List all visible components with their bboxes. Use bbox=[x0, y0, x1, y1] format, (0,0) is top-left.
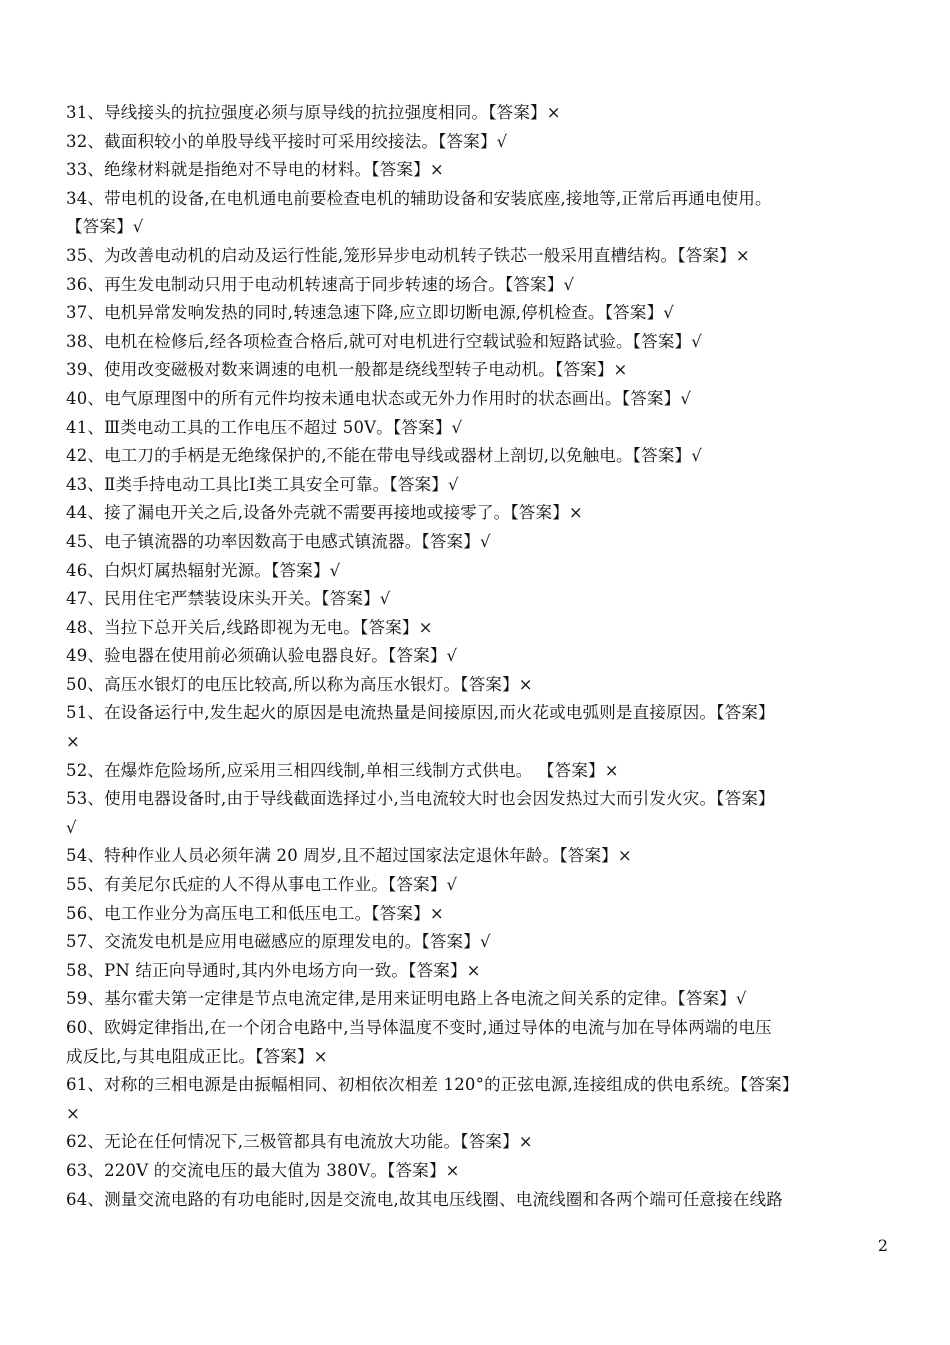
text-line: 52、在爆炸危险场所,应采用三相四线制,单相三线制方式供电。 【答案】× bbox=[66, 760, 619, 780]
text-line: 59、基尔霍夫第一定律是节点电流定律,是用来证明电路上各电流之间关系的定律。【答案】√ bbox=[66, 989, 747, 1009]
text-line: 40、电气原理图中的所有元件均按未通电状态或无外力作用时的状态画出。【答案】√ bbox=[66, 388, 692, 408]
text-line: × bbox=[66, 732, 81, 752]
text-line: 34、带电机的设备,在电机通电前要检查电机的辅助设备和安装底座,接地等,正常后再通电使用。 bbox=[66, 188, 772, 208]
text-line: 49、验电器在使用前必须确认验电器良好。【答案】√ bbox=[66, 646, 458, 666]
text-line: 38、电机在检修后,经各项检查合格后,就可对电机进行空载试验和短路试验。【答案】√ bbox=[66, 331, 702, 351]
text-line: 64、测量交流电路的有功电能时,因是交流电,故其电压线圈、电流线圈和各两个端可任意接在线路 bbox=[66, 1189, 783, 1209]
text-line: 45、电子镇流器的功率因数高于电感式镇流器。【答案】√ bbox=[66, 531, 491, 551]
document-body bbox=[66, 99, 890, 1214]
text-line: 31、导线接头的抗拉强度必须与原导线的抗拉强度相同。【答案】× bbox=[66, 103, 561, 122]
text-line: 50、高压水银灯的电压比较高,所以称为高压水银灯。【答案】× bbox=[66, 674, 533, 694]
text-line: 41、Ⅲ类电动工具的工作电压不超过 50V。【答案】√ bbox=[66, 417, 463, 437]
page-number: 2 bbox=[877, 1236, 888, 1255]
text-line: × bbox=[66, 1103, 81, 1123]
text-line: 39、使用改变磁极对数来调速的电机一般都是绕线型转子电动机。【答案】× bbox=[66, 360, 628, 380]
text-line: 37、电机异常发响发热的同时,转速急速下降,应立即切断电源,停机检查。【答案】√ bbox=[66, 303, 674, 323]
text-line: 55、有美尼尔氏症的人不得从事电工作业。【答案】√ bbox=[66, 875, 458, 895]
text-line: 58、PN 结正向导通时,其内外电场方向一致。【答案】× bbox=[66, 960, 481, 980]
text-line: 44、接了漏电开关之后,设备外壳就不需要再接地或接零了。【答案】× bbox=[66, 503, 583, 523]
text-line: 63、220V 的交流电压的最大值为 380V。【答案】× bbox=[66, 1160, 460, 1180]
text-line: 36、再生发电制动只用于电动机转速高于同步转速的场合。【答案】√ bbox=[66, 274, 575, 294]
text-line: 33、绝缘材料就是指绝对不导电的材料。【答案】× bbox=[66, 160, 444, 180]
text-line: 60、欧姆定律指出,在一个闭合电路中,当导体温度不变时,通过导体的电流与加在导体两端的电压 bbox=[66, 1018, 772, 1037]
text-line: 成反比,与其电阻成正比。【答案】× bbox=[66, 1046, 328, 1066]
text-line: 46、白炽灯属热辐射光源。【答案】√ bbox=[66, 560, 341, 580]
text-line: 54、特种作业人员必须年满 20 周岁,且不超过国家法定退休年龄。【答案】× bbox=[66, 846, 632, 866]
text-line: 32、截面积较小的单股导线平接时可采用绞接法。【答案】√ bbox=[66, 131, 508, 151]
text-line: 61、对称的三相电源是由振幅相同、初相依次相差 120°的正弦电源,连接组成的供电系统。【答案】 bbox=[66, 1075, 799, 1095]
text-line: 51、在设备运行中,发生起火的原因是电流热量是间接原因,而火花或电弧则是直接原因。【答案】 bbox=[66, 703, 775, 723]
text-line: 48、当拉下总开关后,线路即视为无电。【答案】× bbox=[66, 617, 433, 637]
text-line: 42、电工刀的手柄是无绝缘保护的,不能在带电导线或器材上剖切,以免触电。【答案】√ bbox=[66, 446, 702, 466]
text-line: 【答案】√ bbox=[66, 217, 144, 237]
text-line: 47、民用住宅严禁装设床头开关。【答案】√ bbox=[66, 589, 391, 609]
text-line: 56、电工作业分为高压电工和低压电工。【答案】× bbox=[66, 903, 444, 923]
text-line: 57、交流发电机是应用电磁感应的原理发电的。【答案】√ bbox=[66, 932, 491, 952]
text-line: 62、无论在任何情况下,三极管都具有电流放大功能。【答案】× bbox=[66, 1132, 533, 1152]
text-line: 53、使用电器设备时,由于导线截面选择过小,当电流较大时也会因发热过大而引发火灾。【答案】 bbox=[66, 789, 775, 809]
text-line: 35、为改善电动机的启动及运行性能,笼形异步电动机转子铁芯一般采用直槽结构。【答案】× bbox=[66, 245, 750, 265]
text-line: √ bbox=[66, 817, 77, 837]
text-line: 43、Ⅱ类手持电动工具比Ⅰ类工具安全可靠。【答案】√ bbox=[66, 474, 459, 494]
